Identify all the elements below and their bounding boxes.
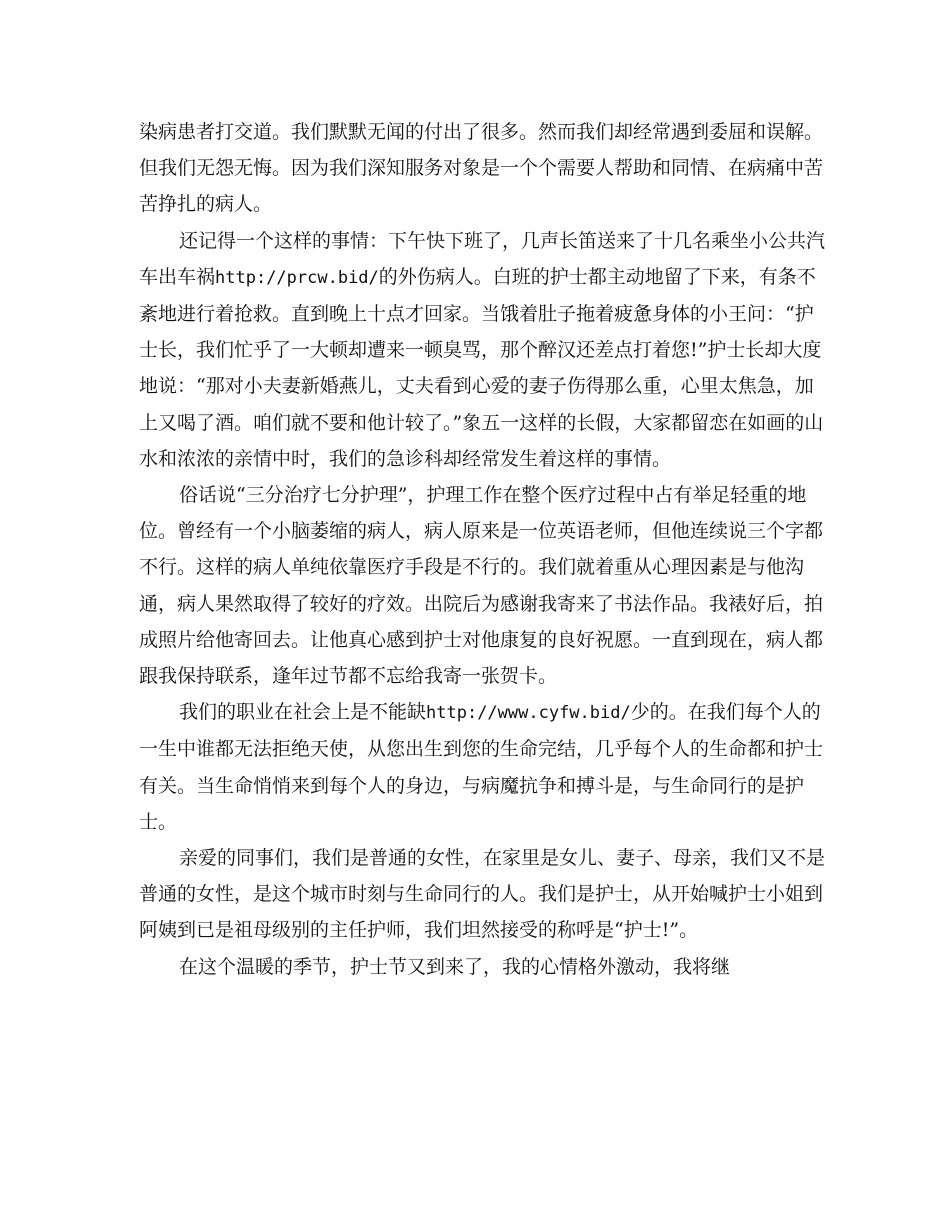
paragraph-5: [139, 840, 829, 949]
paragraph-text: 还记得一个这样的事情：下午快下班了，几声长笛送来了十几名乘坐小公共汽车出车祸: [139, 229, 826, 288]
inline-url: http://prcw.bid/: [215, 267, 379, 288]
paragraph-6: [139, 949, 829, 985]
paragraph-3: [139, 477, 829, 694]
paragraph-text: 亲爱的同事们，我们是普通的女性，在家里是女儿、妻子、母亲，我们又不是普通的女性，是这个城市时刻与生命同行的人。我们是护士，从开始喊护士小姐到阿姨到已是祖母级别的主任护师，我们坦然接受的称呼是“护士!”。: [139, 847, 826, 942]
paragraph-4: [139, 694, 829, 840]
paragraph-text: 染病患者打交道。我们默默无闻的付出了很多。然而我们却经常遇到委屈和误解。但我们无怨无悔。因为我们深知服务对象是一个个需要人帮助和同情、在病痛中苦苦挣扎的病人。: [139, 121, 824, 216]
inline-url: http://www.cyfw.bid/: [426, 703, 631, 724]
paragraph-text: 俗话说“三分治疗七分护理”，护理工作在整个医疗过程中占有举足轻重的地位。曾经有一个小脑萎缩的病人，病人原来是一位英语老师，但他连续说三个字都不行。这样的病人单纯依靠医疗手段是不行的。我们就着重从心理因素是与他沟通，病人果然取得了较好的疗效。出院后为感谢我寄来了书法作品。我裱好后，拍成照片给他寄回去。让他真心感到护士对他康复的良好祝愿。一直到现在，病人都跟我保持联系，逢年过节都不忘给我寄一张贺卡。: [139, 484, 824, 688]
paragraph-1: [139, 114, 829, 223]
document-body: [139, 114, 829, 985]
paragraph-2: [139, 223, 829, 477]
paragraph-text: 在这个温暖的季节，护士节又到来了，我的心情格外激动，我将继: [179, 955, 731, 978]
paragraph-text: 我们的职业在社会上是不能缺: [179, 701, 427, 724]
paragraph-text: 少的。在我们每个人的一生中谁都无法拒绝天使，从您出生到您的生命完结，几乎每个人的生命都和护士有关。当生命悄悄来到每个人的身边，与病魔抗争和搏斗是，与生命同行的是护士。: [139, 701, 824, 833]
paragraph-text: 的外伤病人。白班的护士都主动地留了下来，有条不紊地进行着抢救。直到晚上十点才回家。当饿着肚子拖着疲惫身体的小王问：“护士长，我们忙乎了一大顿却遭来一顿臭骂，那个醉汉还差点打着您!”护士长却大度地说：“那对小夫妻新婚燕儿，丈夫看到心爱的妻子伤得那么重，心里太焦急，加上又喝了酒。咱们就不要和他计较了。”象五一这样的长假，大家都留恋在如画的山水和浓浓的亲情中时，我们的急诊科却经常发生着这样的事情。: [139, 265, 824, 470]
